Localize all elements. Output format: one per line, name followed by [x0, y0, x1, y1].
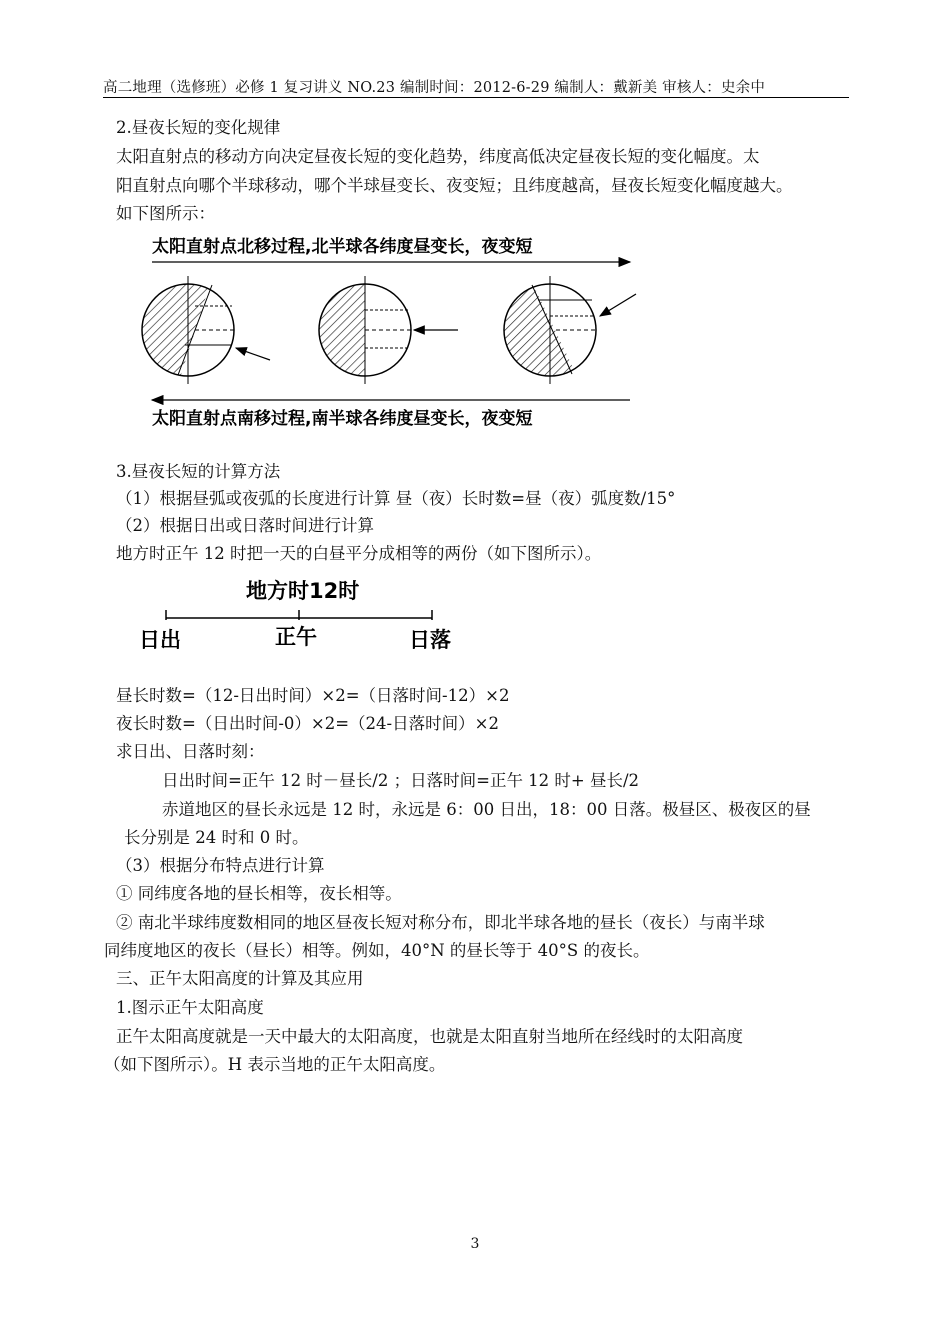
section-heading: 2.昼夜长短的变化规律 [116, 118, 281, 137]
local-noon-figure [130, 572, 470, 662]
paragraph-line: 阳直射点向哪个半球移动，哪个半球昼变长、夜变短；且纬度越高，昼夜长短变化幅度越大。 [116, 176, 793, 195]
formula-line: 日出时间=正午 12 时－昼长/2 ；日落时间=正午 12 时+ 昼长/2 [162, 771, 640, 790]
paragraph-line: 求日出、日落时刻： [116, 742, 265, 761]
noon-label: 正午 [275, 625, 317, 649]
formula-line: 夜长时数=（日出时间-0）×2=（24-日落时间）×2 [116, 714, 499, 733]
paragraph-line: 同纬度地区的夜长（昼长）相等。例如，40°N 的昼长等于 40°S 的夜长。 [104, 941, 650, 960]
noon-figure-title: 地方时12时 [246, 579, 360, 603]
paragraph-line: ② 南北半球纬度数相同的地区昼夜长短对称分布，即北半球各地的昼长（夜长）与南半球 [116, 913, 765, 932]
sunset-label: 日落 [409, 628, 451, 652]
paragraph-line: （3）根据分布特点进行计算 [116, 856, 325, 875]
figure-top-caption: 太阳直射点北移过程,北半球各纬度昼变长，夜变短 [152, 237, 533, 257]
section-heading: 三、正午太阳高度的计算及其应用 [116, 969, 364, 988]
paragraph-line: 地方时正午 12 时把一天的白昼平分成相等的两份（如下图所示）。 [116, 544, 602, 563]
paragraph-line: 太阳直射点的移动方向决定昼夜长短的变化趋势，纬度高低决定昼夜长短的变化幅度。太 [116, 147, 760, 166]
page-number: 3 [470, 1236, 480, 1252]
paragraph-line: （1）根据昼弧或夜弧的长度进行计算 昼（夜）长时数=昼（夜）弧度数/15° [116, 489, 676, 508]
formula-line: 昼长时数=（12-日出时间）×2=（日落时间-12）×2 [116, 686, 510, 705]
paragraph-line: ① 同纬度各地的昼长相等，夜长相等。 [116, 884, 402, 903]
page-header: 高二地理（选修班）必修 1 复习讲义 NO.23 编制时间：2012-6-29 编制人：戴新美 审核人：史余中 [103, 80, 766, 96]
paragraph-line: 长分别是 24 时和 0 时。 [124, 828, 309, 847]
paragraph-line: （2）根据日出或日落时间进行计算 [116, 516, 374, 535]
globe-equinox [319, 276, 458, 384]
paragraph-line: 正午太阳高度就是一天中最大的太阳高度，也就是太阳直射当地所在经线时的太阳高度 [116, 1027, 743, 1046]
paragraph-line: （如下图所示）。H 表示当地的正午太阳高度。 [104, 1055, 446, 1074]
figure-bottom-caption: 太阳直射点南移过程,南半球各纬度昼变长，夜变短 [152, 409, 533, 429]
day-length-globes-figure [140, 228, 640, 433]
globe-northward [140, 276, 270, 384]
sunrise-label: 日出 [139, 628, 181, 652]
section-heading: 1.图示正午太阳高度 [116, 998, 264, 1017]
header-divider [103, 97, 849, 98]
paragraph-line: 赤道地区的昼长永远是 12 时，永远是 6：00 日出，18：00 日落。极昼区、极夜区的昼 [162, 800, 811, 819]
globe-southward [504, 276, 636, 384]
section-heading: 3.昼夜长短的计算方法 [116, 462, 281, 481]
paragraph-line: 如下图所示： [116, 204, 215, 223]
